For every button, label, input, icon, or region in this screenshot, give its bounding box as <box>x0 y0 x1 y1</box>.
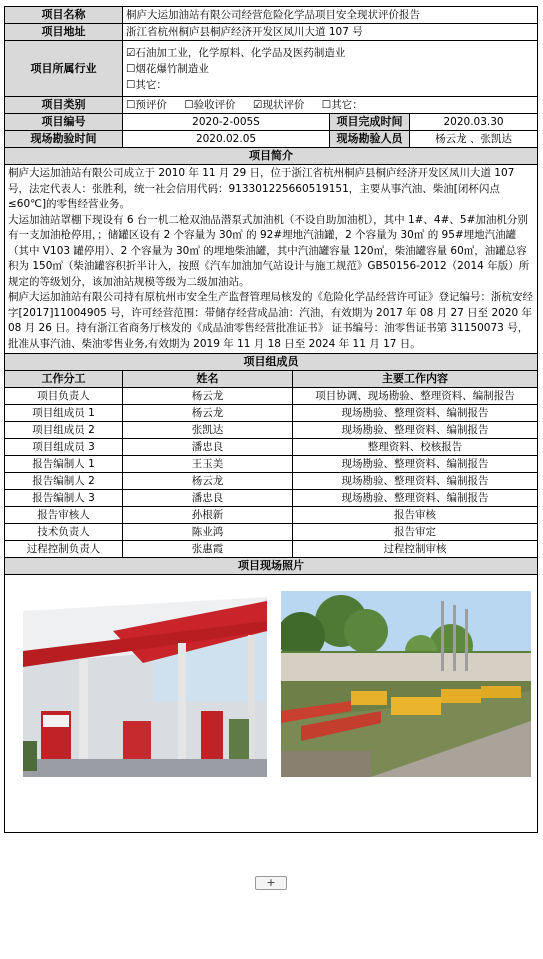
survey-time-label: 现场勘验时间 <box>5 131 123 148</box>
table-row <box>5 473 538 490</box>
members-col-work: 主要工作内容 <box>293 371 538 388</box>
member-role: 报告编制人 3 <box>5 490 123 507</box>
member-name: 杨云龙 <box>123 405 293 422</box>
member-name: 张凯达 <box>123 422 293 439</box>
table-row <box>5 439 538 456</box>
table-row <box>5 456 538 473</box>
industry-options <box>123 41 538 97</box>
member-work: 项目协调、现场勘验、整理资料、编制报告 <box>293 388 538 405</box>
survey-people-label: 现场勘验人员 <box>330 131 410 148</box>
done-time-label: 项目完成时间 <box>330 114 410 131</box>
table-row <box>5 524 538 541</box>
category-option-other[interactable]: ☐其它： <box>321 99 363 111</box>
report-page <box>4 6 537 833</box>
tank-area-photo <box>281 591 531 777</box>
table-row <box>5 490 538 507</box>
gas-station-canopy-photo <box>23 591 267 777</box>
member-name: 张惠霞 <box>123 541 293 558</box>
member-role: 项目组成员 2 <box>5 422 123 439</box>
add-button[interactable]: + <box>255 876 287 890</box>
project-number-label: 项目编号 <box>5 114 123 131</box>
members-col-name: 姓名 <box>123 371 293 388</box>
table-row <box>5 507 538 524</box>
project-number-value: 2020-2-005S <box>123 114 330 131</box>
industry-option-petro[interactable]: ☑石油加工业，化学原料、化学品及医药制造业 <box>126 46 346 59</box>
intro-body <box>5 165 538 354</box>
member-work: 现场勘验、整理资料、编制报告 <box>293 422 538 439</box>
photos-area <box>5 575 538 833</box>
project-table <box>4 6 538 833</box>
intro-paragraph: 桐庐大运加油站有限公司成立于 2010 年 11 月 29 日，位于浙江省杭州桐庐县桐庐经济开发区凤川大道 107 号，法定代表人：张胜利，统一社会信用代码：913301225660519151，主要从事汽油、柴油[闭杯闪点≤60℃]的零售经营业务。 <box>8 167 515 210</box>
table-row <box>5 541 538 558</box>
table-row <box>5 405 538 422</box>
done-time-value: 2020.03.30 <box>410 114 538 131</box>
member-work: 过程控制审核 <box>293 541 538 558</box>
table-row <box>5 388 538 405</box>
member-work: 报告审核 <box>293 507 538 524</box>
members-table-body <box>5 388 538 558</box>
member-role: 项目组成员 3 <box>5 439 123 456</box>
member-work: 现场勘验、整理资料、编制报告 <box>293 490 538 507</box>
survey-people-value: 杨云龙 、张凯达 <box>410 131 538 148</box>
category-option-acceptance[interactable]: ☐验收评价 <box>184 99 236 111</box>
member-role: 项目组成员 1 <box>5 405 123 422</box>
member-name: 陈业鸿 <box>123 524 293 541</box>
project-category-label: 项目类别 <box>5 97 123 114</box>
member-role: 技术负责人 <box>5 524 123 541</box>
member-name: 王玉美 <box>123 456 293 473</box>
member-role: 报告审核人 <box>5 507 123 524</box>
project-industry-label: 项目所属行业 <box>5 41 123 97</box>
project-address-label: 项目地址 <box>5 24 123 41</box>
intro-paragraph: 桐庐大运加油站有限公司持有原杭州市安全生产监督管理局核发的《危险化学品经营许可证》登记编号：浙杭安经字[2017]11004905 号，许可经营范围：带储存经营成品油：汽油，有效期为 2017 年 08 月 27 日至 2020 年 08 月 26 日。持有浙江省商务厅核发的《成品油零售经营批准证书》 证书编号：油零售证书第 31150073 号，批准从事汽油、柴油零售业务,有效期为 2019 年 11 月 18 日至 2024 年 11 月 17 日。 <box>8 291 533 350</box>
intro-paragraph: 大运加油站罩棚下现设有 6 台一机二枪双油品潜泵式加油机（不设自助加油机），其中 1#、4#、5#加油机分别有一支加油枪停用，；储罐区设有 2 个容量为 30㎥ 的 92#埋地汽油罐，2 个容量为 30㎥ 的 95#埋地汽油罐（其中 V103 罐停用）、2 个容量为 30㎥ 的埋地柴油罐，其中汽油罐容量 120㎥，柴油罐容量 60㎥，油罐总容积为 150㎥（柴油罐容积折半计入，按照《汽车加油加气站设计与施工规范》GB50156-2012（2014 年版）所规定的等级划分，该加油站规模等级为二级加油站。 <box>8 213 530 288</box>
member-role: 报告编制人 1 <box>5 456 123 473</box>
intro-heading: 项目简介 <box>5 148 538 165</box>
table-row <box>5 422 538 439</box>
members-col-role: 工作分工 <box>5 371 123 388</box>
category-option-pre[interactable]: ☐预评价 <box>126 99 167 111</box>
member-work: 现场勘验、整理资料、编制报告 <box>293 405 538 422</box>
category-option-status[interactable]: ☑现状评价 <box>253 99 305 111</box>
member-work: 现场勘验、整理资料、编制报告 <box>293 473 538 490</box>
member-work: 整理资料、校核报告 <box>293 439 538 456</box>
member-role: 过程控制负责人 <box>5 541 123 558</box>
member-name: 潘忠良 <box>123 439 293 456</box>
project-name-label: 项目名称 <box>5 7 123 24</box>
survey-time-value: 2020.02.05 <box>123 131 330 148</box>
member-role: 报告编制人 2 <box>5 473 123 490</box>
category-options <box>123 97 538 114</box>
member-name: 孙根新 <box>123 507 293 524</box>
member-name: 潘忠良 <box>123 490 293 507</box>
project-address-value: 浙江省杭州桐庐县桐庐经济开发区凤川大道 107 号 <box>123 24 538 41</box>
member-name: 杨云龙 <box>123 473 293 490</box>
member-work: 现场勘验、整理资料、编制报告 <box>293 456 538 473</box>
member-role: 项目负责人 <box>5 388 123 405</box>
member-name: 杨云龙 <box>123 388 293 405</box>
member-work: 报告审定 <box>293 524 538 541</box>
project-name-value: 桐庐大运加油站有限公司经营危险化学品项目安全现状评价报告 <box>123 7 538 24</box>
photos-heading: 项目现场照片 <box>5 558 538 575</box>
industry-option-other[interactable]: ☐其它： <box>126 78 167 91</box>
members-heading: 项目组成员 <box>5 354 538 371</box>
industry-option-fireworks[interactable]: ☐烟花爆竹制造业 <box>126 62 209 75</box>
